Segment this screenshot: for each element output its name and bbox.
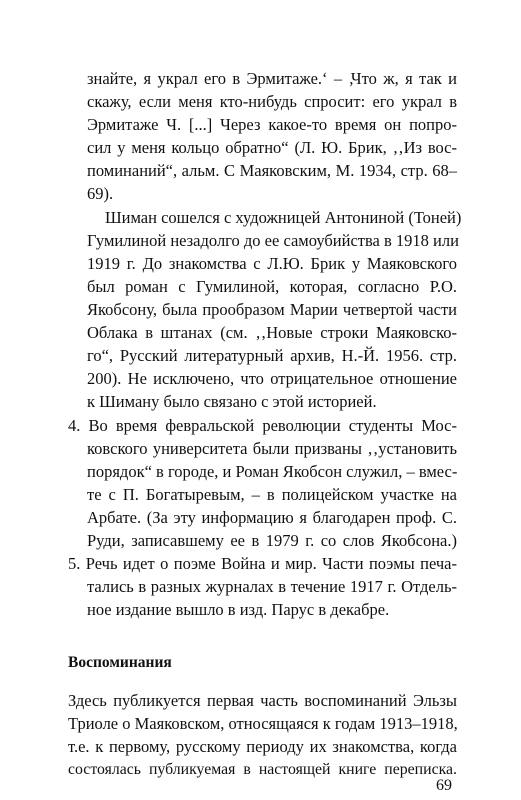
text-line: 1919 г. До знакомства с Л.Ю. Брик у Маяковского <box>87 254 457 273</box>
text-line: Эрмитаже Ч. [...] Через какое-то время он попро- <box>87 115 457 134</box>
text-line: 5. Речь идет о поэме Война и мир. Части поэмы печа- <box>68 554 457 573</box>
text-line: Якобсону, была прообразом Марии четвертой части <box>87 300 457 319</box>
text-line: порядок“ в городе, и Роман Якобсон служил, – вмес- <box>87 462 458 481</box>
text-line: состоялась публикуемая в настоящей книге переписка. <box>68 761 457 778</box>
text-line: 200). Не исключено, что отрицательное отношение <box>87 369 457 388</box>
text-line: т.е. к первому, русскому периоду их знакомства, когда <box>68 737 457 756</box>
page-number: 69 <box>436 777 452 794</box>
text-line: ковского университета были призваны ‚‚установить <box>87 439 457 458</box>
text-line: Здесь публикуется первая часть воспоминаний Эльзы <box>68 691 457 710</box>
text-line: го“, Русский литературный архив, Н.-Й. 1956. стр. <box>87 346 457 365</box>
text-line: Гумилиной незадолго до ее самоубийства в 1918 или <box>87 231 459 250</box>
text-line: сил у меня кольцо обратно“ (Л. Ю. Брик, ‚‚Из вос- <box>87 138 457 157</box>
text-line: поминаний“, альм. С Маяковским, М. 1934, стр. 68– <box>87 161 457 180</box>
text-line: тались в разных журналах в течение 1917 г. Отдель- <box>87 577 457 596</box>
text-line: знайте, я украл его в Эрмитаже.‘ – ‚Что ж, я так и <box>87 69 457 88</box>
text-line: Облака в штанах (см. ‚‚Новые строки Маяковско- <box>87 323 457 342</box>
text-line: Арбате. (За эту информацию я благодарен проф. С. <box>87 508 457 527</box>
text-line: скажу, если меня кто-нибудь спросит: его украл в <box>87 92 457 111</box>
text-line: к Шиману было связано с этой историей. <box>87 392 377 411</box>
text-line: 4. Во время февральской революции студенты Мос- <box>68 416 457 435</box>
section-heading: Воспоминания <box>68 654 172 671</box>
text-line: 69). <box>87 184 114 203</box>
text-line: был роман с Гумилиной, которая, согласно Р.О. <box>87 277 457 296</box>
text-line: ное издание вышло в изд. Парус в декабре. <box>87 600 390 619</box>
text-line: Руди, записавшему ее в 1979 г. со слов Якобсона.) <box>87 531 457 550</box>
text-line: Триоле о Маяковском, относящаяся к годам 1913–1918, <box>68 714 458 733</box>
text-line: Шиман сошелся с художницей Антониной (Тоней) <box>105 208 462 227</box>
text-line: те с П. Богатыревым, – в полицейском участке на <box>87 485 457 504</box>
